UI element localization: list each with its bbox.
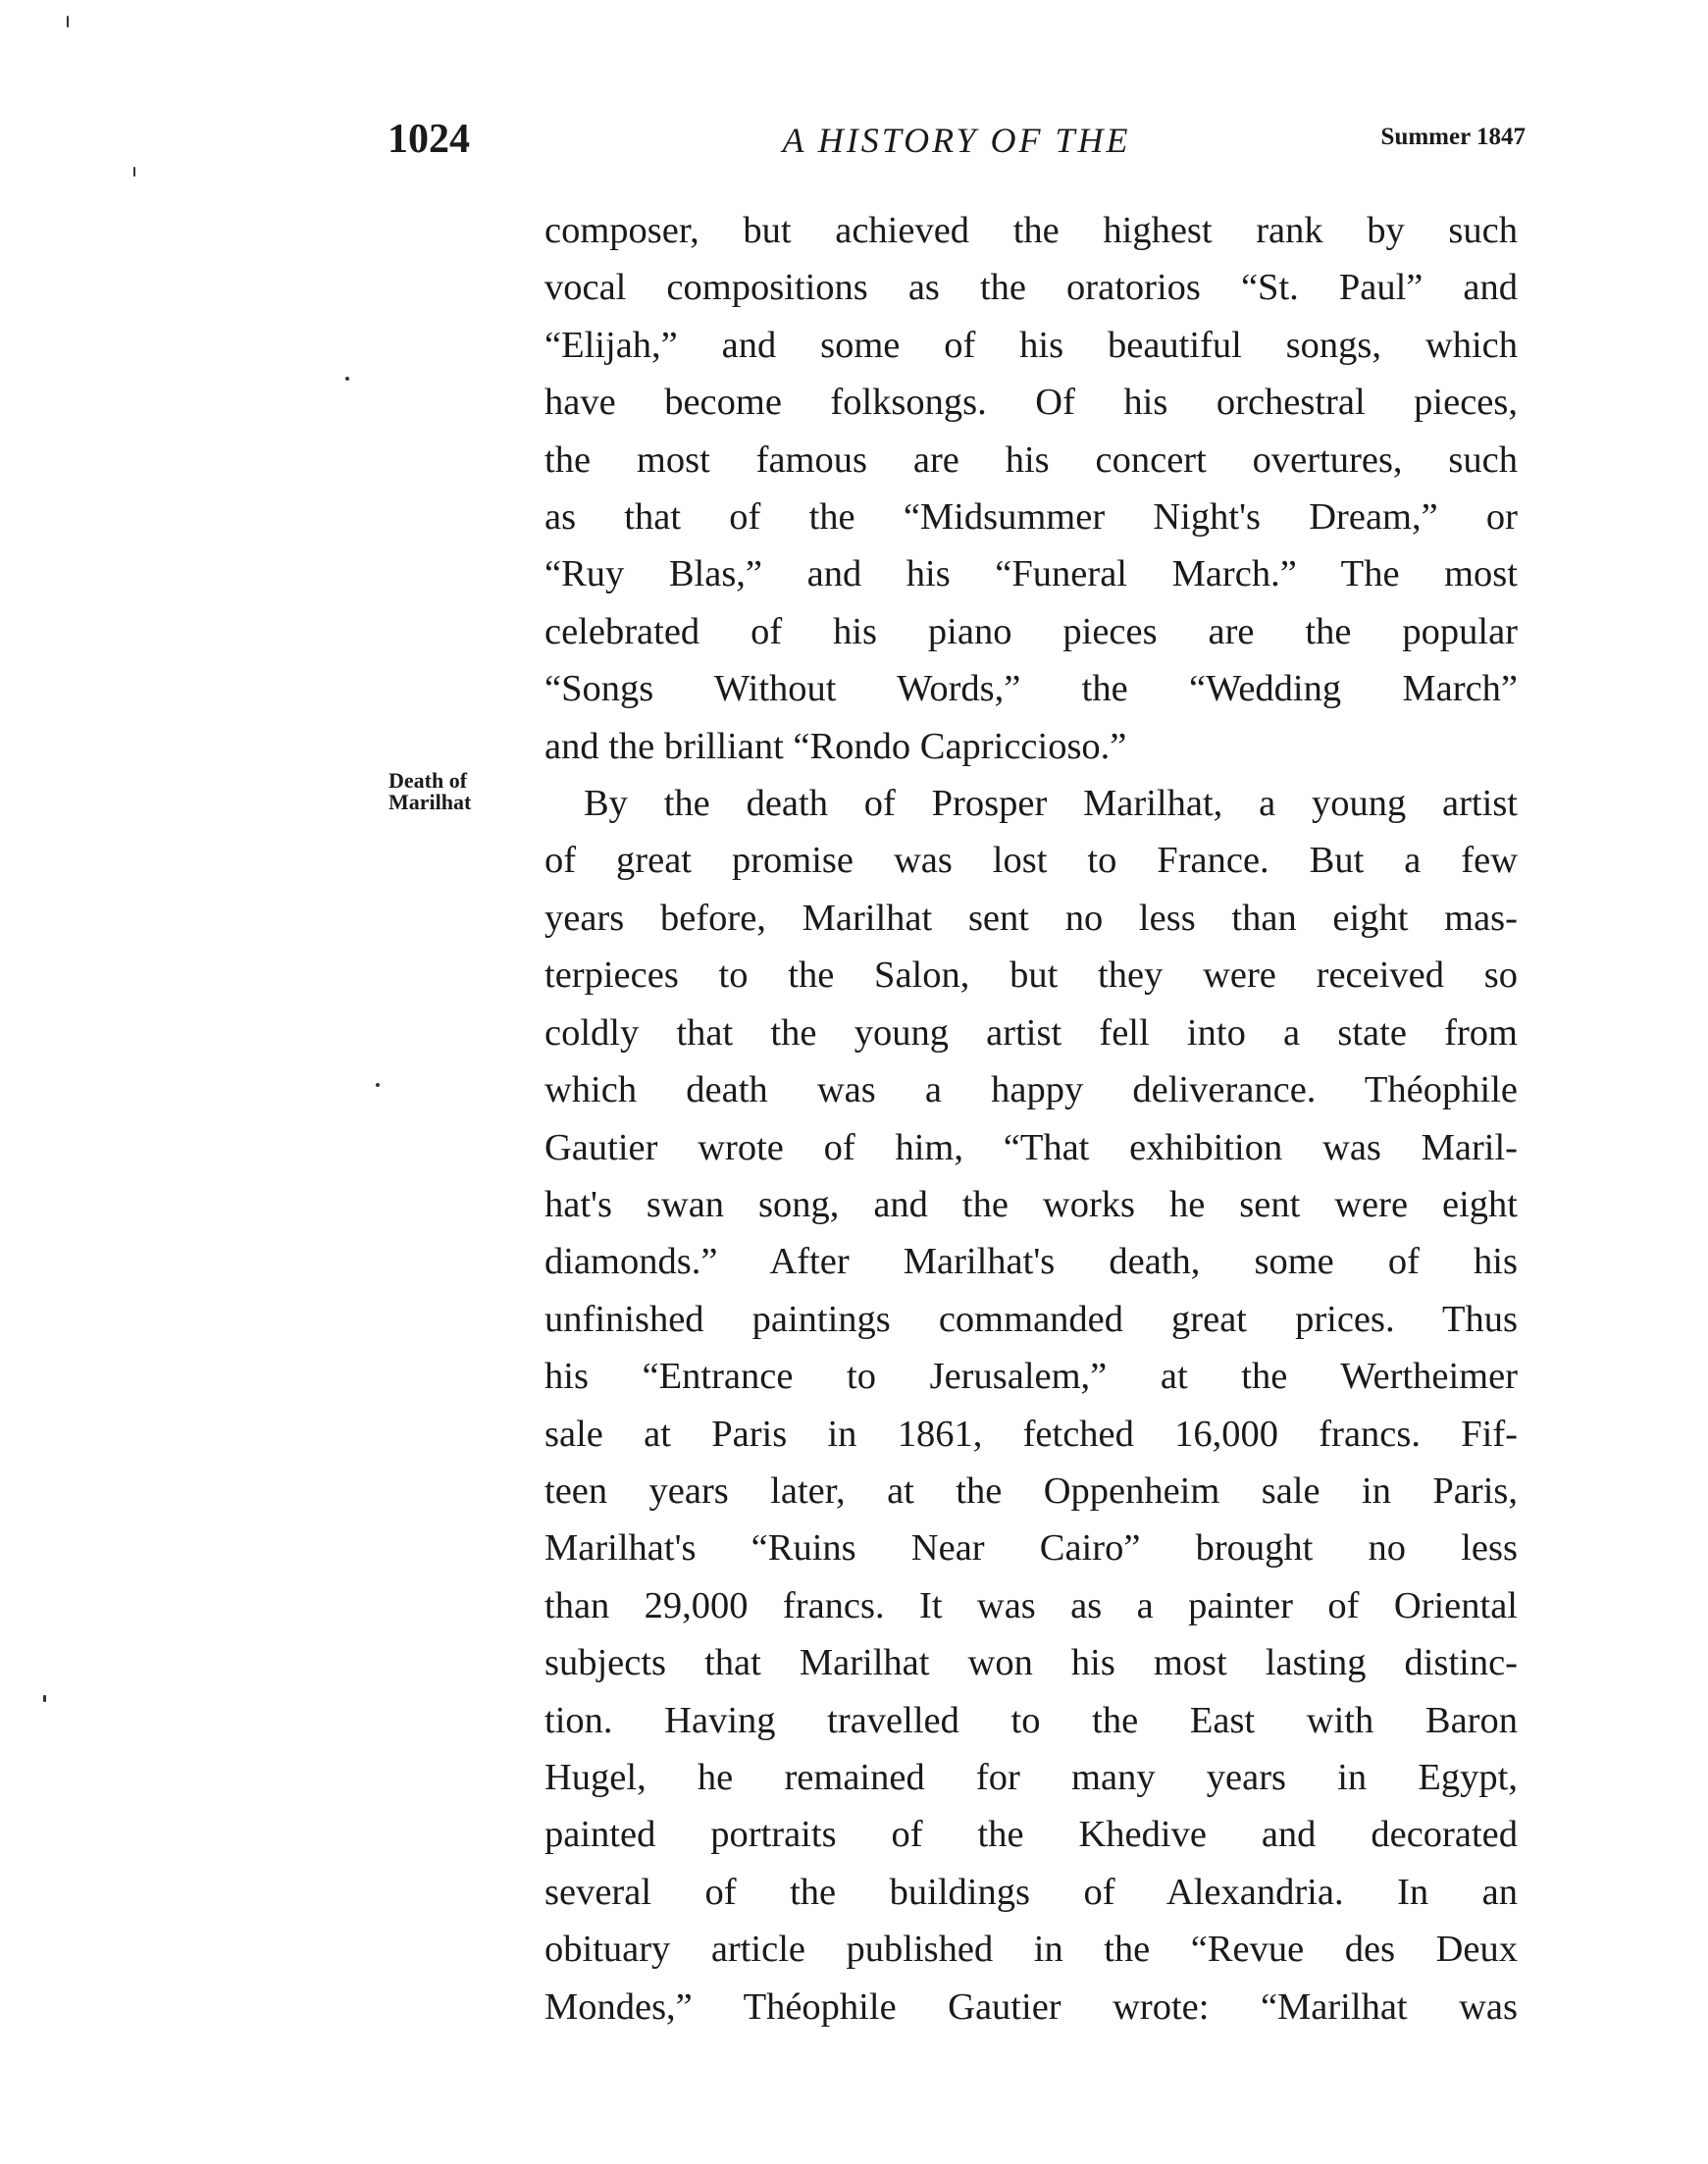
scan-speck	[345, 377, 349, 381]
text-line: “Elijah,” and some of his beautiful songs, which	[544, 324, 1518, 366]
text-line: than 29,000 francs. It was as a painter of Oriental	[544, 1584, 1518, 1626]
text-line: celebrated of his piano pieces are the popular	[544, 610, 1518, 652]
margin-note-line: Death of	[388, 768, 468, 793]
text-line: tion. Having travelled to the East with Baron	[544, 1699, 1518, 1741]
text-line: unfinished paintings commanded great prices. Thus	[544, 1298, 1518, 1340]
text-line: coldly that the young artist fell into a state from	[544, 1011, 1518, 1054]
scan-speck	[43, 1695, 46, 1702]
body-text	[544, 202, 1518, 2035]
text-line: Marilhat's “Ruins Near Cairo” brought no less	[544, 1527, 1518, 1570]
page-number: 1024	[388, 117, 470, 162]
text-line: vocal compositions as the oratorios “St. Paul” and	[544, 267, 1518, 309]
text-line: diamonds.” After Marilhat's death, some of his	[544, 1241, 1518, 1283]
running-date: Summer 1847	[1380, 124, 1526, 150]
text-line: of great promise was lost to France. But a few	[544, 840, 1518, 882]
text-line: composer, but achieved the highest rank by such	[544, 210, 1518, 251]
scan-speck	[67, 16, 69, 27]
text-line: By the death of Prosper Marilhat, a young artist	[584, 783, 1518, 825]
text-line: Gautier wrote of him, “That exhibition was Maril-	[544, 1126, 1518, 1168]
text-line: and the brilliant “Rondo Capriccioso.”	[544, 725, 1127, 767]
running-title: A HISTORY OF THE	[782, 121, 1131, 160]
scan-speck	[133, 167, 135, 177]
text-line: Mondes,” Théophile Gautier wrote: “Marilhat was	[544, 1985, 1518, 2028]
running-head	[388, 116, 1526, 175]
scan-speck	[376, 1083, 380, 1087]
text-line: painted portraits of the Khedive and decorated	[544, 1814, 1518, 1856]
margin-note-line: Marilhat	[388, 790, 472, 814]
margin-note	[388, 770, 506, 813]
text-line: terpieces to the Salon, but they were received so	[544, 954, 1518, 997]
text-line: several of the buildings of Alexandria. In an	[544, 1871, 1518, 1913]
text-line: Hugel, he remained for many years in Egypt,	[544, 1756, 1518, 1798]
text-line: have become folksongs. Of his orchestral pieces,	[544, 382, 1518, 424]
text-line: which death was a happy deliverance. Théophile	[544, 1069, 1518, 1111]
text-line: as that of the “Midsummer Night's Dream,” or	[544, 496, 1518, 539]
text-line: years before, Marilhat sent no less than eight mas-	[544, 897, 1518, 939]
text-line: “Songs Without Words,” the “Wedding March”	[544, 668, 1518, 710]
text-line: sale at Paris in 1861, fetched 16,000 francs. Fif-	[544, 1413, 1518, 1455]
text-line: the most famous are his concert overtures, such	[544, 438, 1518, 481]
text-line: hat's swan song, and the works he sent were eight	[544, 1183, 1518, 1225]
text-line: subjects that Marilhat won his most lasting distinc-	[544, 1642, 1518, 1684]
text-line: “Ruy Blas,” and his “Funeral March.” The most	[544, 553, 1518, 595]
text-line: obituary article published in the “Revue des Deux	[544, 1929, 1518, 1971]
text-line: his “Entrance to Jerusalem,” at the Wertheimer	[544, 1356, 1518, 1398]
text-line: teen years later, at the Oppenheim sale in Paris,	[544, 1469, 1518, 1512]
